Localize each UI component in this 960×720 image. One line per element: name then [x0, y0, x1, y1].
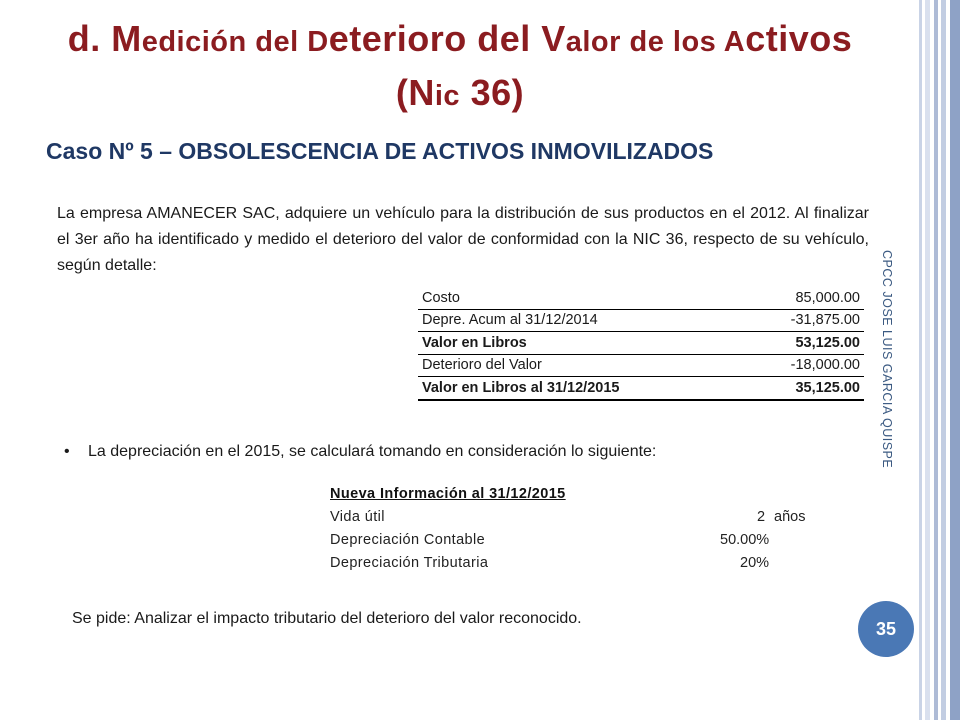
row-value: -31,875.00: [742, 309, 864, 332]
row-value: 35,125.00: [742, 377, 864, 400]
table-row: [418, 354, 864, 377]
row-value: 2: [757, 509, 766, 525]
row-unit: años: [774, 509, 806, 525]
row-label: Costo: [418, 287, 742, 309]
author-vertical-text: [874, 250, 914, 486]
row-label: Deterioro del Valor: [418, 354, 742, 377]
row-value: 20%: [740, 555, 770, 571]
row-value: 50.00%: [720, 532, 770, 548]
table-row: [418, 377, 864, 400]
row-value: 85,000.00: [742, 287, 864, 309]
table-row: [418, 287, 864, 309]
page-title: d. Medición del Deterioro del Valor de los Activos: [67, 18, 853, 59]
row-label: Valor en Libros al 31/12/2015: [418, 377, 742, 400]
row-label: Depreciación Tributaria: [330, 555, 489, 571]
case-description: La empresa AMANECER SAC, adquiere un vehículo para la distribución de sus productos en el 2012. Al finalizar el 3er año ha identificado y medido el deterioro del valor de conformidad con la NIC 36, respecto de su vehículo, según detalle:: [57, 205, 869, 274]
row-label: Depre. Acum al 31/12/2014: [418, 309, 742, 332]
row-label: Valor en Libros: [418, 332, 742, 355]
table-row: [418, 332, 864, 355]
author-label: CPCC JOSE LUIS GARCIA QUISPE: [880, 250, 894, 469]
row-value: 53,125.00: [742, 332, 864, 355]
page-title-line2: (Nic 36): [395, 72, 525, 113]
bullet-text: La depreciación en el 2015, se calculará tomando en consideración lo siguiente:: [88, 443, 657, 460]
row-label: Depreciación Contable: [330, 532, 486, 548]
page-number-badge: 35: [858, 601, 914, 657]
request-text: Se pide: Analizar el impacto tributario del deterioro del valor reconocido.: [72, 610, 582, 627]
bullet-icon: •: [64, 443, 70, 460]
valuation-table: [418, 287, 864, 401]
row-label: Vida útil: [330, 509, 385, 525]
case-subtitle: Caso Nº 5 – OBSOLESCENCIA DE ACTIVOS INMOVILIZADOS: [46, 138, 714, 164]
row-value: -18,000.00: [742, 354, 864, 377]
table-row: [418, 309, 864, 332]
new-info-header: Nueva Información al 31/12/2015: [330, 486, 566, 502]
decorative-stripes: [910, 0, 960, 720]
